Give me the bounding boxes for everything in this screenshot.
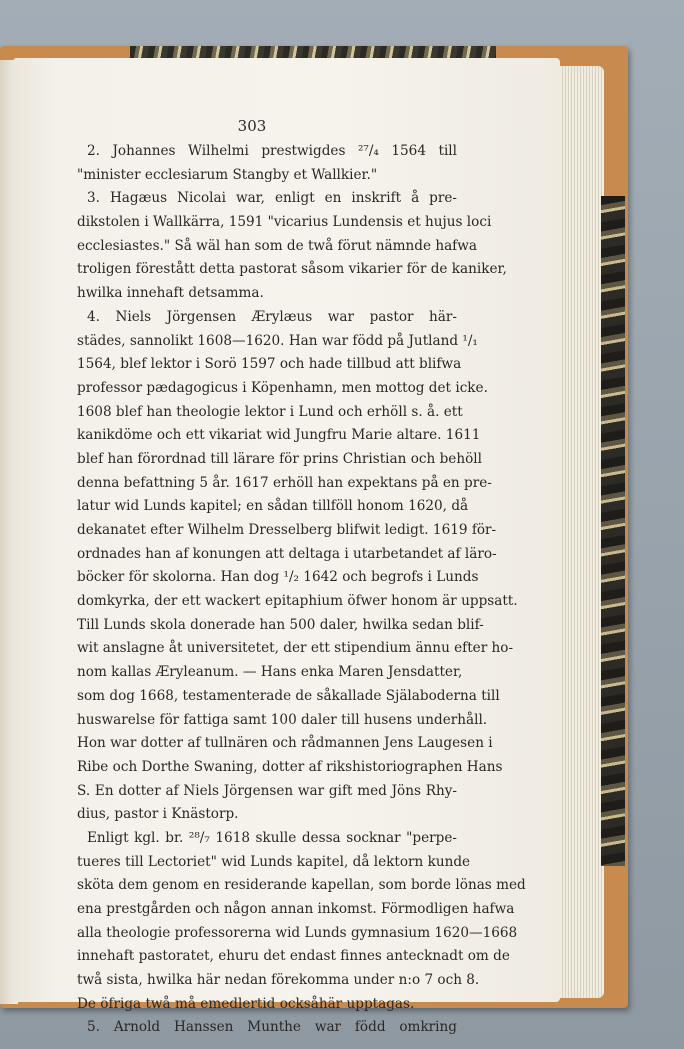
page-number: 303: [237, 117, 267, 135]
text-line: Enligt kgl. br. ²⁸/₇ 1618 skulle dessa socknar "perpe-: [87, 829, 457, 846]
text-line: 5. Arnold Hanssen Munthe war född omkring: [87, 1019, 457, 1036]
text-line: ena prestgården och någon annan inkomst. Förmodligen hafwa: [77, 901, 515, 917]
text-line: S. En dotter af Niels Jörgensen war gift med Jöns Rhy-: [77, 782, 457, 799]
text-line: "minister ecclesiarum Stangby et Wallkier.": [77, 166, 378, 183]
text-line: troligen förestått detta pastorat såsom vikarier för de kaniker,: [77, 261, 507, 278]
text-line: twå sista, hwilka här nedan förekomma under n:o 7 och 8.: [77, 972, 480, 989]
text-line: dekanatet efter Wilhelm Dresselberg blifwit ledigt. 1619 för-: [77, 522, 497, 538]
text-line: 2. Johannes Wilhelmi prestwigdes ²⁷/₄ 1564 till: [87, 143, 457, 159]
text-line: Till Lunds skola donerade han 500 daler, hwilka sedan blif-: [77, 616, 484, 633]
text-line: professor pædagogicus i Köpenhamn, men mottog det icke.: [77, 379, 488, 396]
text-line: 1608 blef han theologie lektor i Lund och erhöll s. å. ett: [77, 403, 463, 420]
text-line: tueres till Lectoriet" wid Lunds kapitel, då lektorn kunde: [77, 853, 471, 870]
text-line: städes, sannolikt 1608—1620. Han war född på Jutland ¹/₁: [77, 332, 478, 349]
text-line: blef han förordnad till lärare för prins Christian och behöll: [77, 450, 482, 467]
text-line: 1564, blef lektor i Sorö 1597 och hade tillbud att blifwa: [77, 356, 462, 373]
text-line: dikstolen i Wallkärra, 1591 "vicarius Lundensis et hujus loci: [77, 214, 492, 231]
text-line: denna befattning 5 år. 1617 erhöll han expektans på en pre-: [77, 474, 492, 491]
text-line: ecclesiastes." Så wäl han som de twå förut nämnde hafwa: [77, 237, 477, 254]
text-line: 3. Hagæus Nicolai war, enligt en inskrift å pre-: [87, 190, 457, 207]
marbled-cover-right: [601, 196, 625, 866]
text-line: domkyrka, der ett wackert epitaphium öfwer honom är uppsatt.: [77, 593, 518, 610]
text-line: Hon war dotter af tullnären och rådmannen Jens Laugesen i: [77, 735, 493, 752]
text-line: alla theologie professorerna wid Lunds gymnasium 1620—1668: [77, 924, 518, 941]
text-line: nom kallas Æryleanum. — Hans enka Maren Jensdatter,: [77, 664, 463, 681]
text-line: ordnades han af konungen att deltaga i utarbetandet af läro-: [77, 545, 497, 562]
text-line: 4. Niels Jörgensen Ærylæus war pastor här-: [87, 308, 457, 325]
text-line: kanikdöme och ett vikariat wid Jungfru Marie altare. 1611: [77, 427, 481, 444]
text-line: latur wid Lunds kapitel; en sådan tillföll honom 1620, då: [77, 498, 469, 515]
text-line: wit anslagne åt universitetet, der ett stipendium ännu efter ho-: [77, 640, 514, 657]
text-line: som dog 1668, testamenterade de såkallade Själaboderna till: [77, 687, 500, 704]
text-line: dius, pastor i Knästorp.: [77, 806, 239, 823]
text-line: Ribe och Dorthe Swaning, dotter af rikshistoriographen Hans: [77, 758, 503, 775]
text-line: innehaft pastoratet, ehuru det endast finnes antecknadt om de: [77, 948, 510, 965]
text-line: sköta dem genom en residerande kapellan, som borde lönas med: [77, 877, 526, 894]
page-text: [77, 140, 526, 1040]
text-line: böcker för skolorna. Han dog ¹/₂ 1642 och begrofs i Lunds: [77, 569, 479, 586]
text-line: hwilka innehaft detsamma.: [77, 285, 264, 302]
text-line: huswarelse för fattiga samt 100 daler till husens underhåll.: [77, 711, 488, 728]
text-line: De öfriga twå må emedlertid ocksåhär upptagas.: [77, 995, 415, 1012]
